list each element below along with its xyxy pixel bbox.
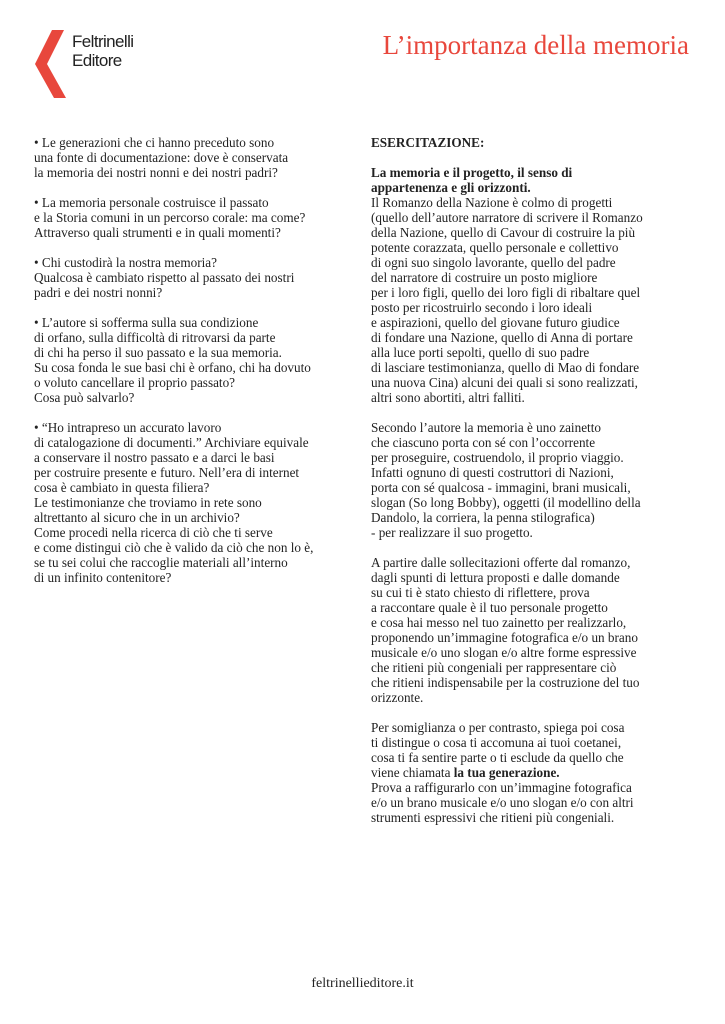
question-2 — [34, 195, 359, 240]
text-line: Qualcosa è cambiato rispetto al passato dei nostri — [34, 270, 295, 285]
exercise-column — [371, 135, 691, 840]
generation-emphasis: la tua generazione. — [453, 765, 560, 780]
text-line: strumenti espressivi che ritieni più congeniali. — [371, 810, 615, 825]
text-line: • Le generazioni che ci hanno preceduto sono — [34, 135, 275, 150]
text-line: Cosa può salvarlo? — [34, 390, 135, 405]
text-line: altrettanto al sicuro che in un archivio? — [34, 510, 240, 525]
text-line: e cosa hai messo nel tuo zainetto per realizzarlo, — [371, 615, 627, 630]
exercise-subheading: La memoria e il progetto, il senso di — [371, 165, 573, 180]
text-line: se tu sei colui che raccoglie materiali all’interno — [34, 555, 288, 570]
text-line: alla luce porti sepolti, quello di suo padre — [371, 345, 590, 360]
question-5 — [34, 420, 359, 585]
text-line: Come procedi nella ricerca di ciò che ti serve — [34, 525, 273, 540]
exercise-intro — [371, 165, 691, 405]
text-line: • “Ho intrapreso un accurato lavoro — [34, 420, 222, 435]
text-line: proponendo un’immagine fotografica e/o un brano — [371, 630, 638, 645]
exercise-subheading: appartenenza e gli orizzonti. — [371, 180, 531, 195]
text-line: di fondare una Nazione, quello di Anna di portare — [371, 330, 633, 345]
text-line: del narratore di costruire un posto migliore — [371, 270, 598, 285]
emphasis-prefix: viene chiamata — [371, 765, 454, 780]
exercise-paragraph-4 — [371, 720, 691, 825]
text-line: per costruire presente e futuro. Nell’era di internet — [34, 465, 300, 480]
publisher-logo — [34, 30, 174, 100]
text-line: porta con sé qualcosa - immagini, brani musicali, — [371, 480, 631, 495]
text-line: A partire dalle sollecitazioni offerte dal romanzo, — [371, 555, 631, 570]
text-line: per i loro figli, quello dei loro figli di ribaltare quel — [371, 285, 641, 300]
text-line: o voluto cancellare il proprio passato? — [34, 375, 236, 390]
text-line: dagli spunti di lettura proposti e dalle domande — [371, 570, 620, 585]
text-line: slogan (So long Bobby), oggetti (il modellino della — [371, 495, 641, 510]
text-line: Le testimonianze che troviamo in rete sono — [34, 495, 262, 510]
text-line: Su cosa fonda le sue basi chi è orfano, chi ha dovuto — [34, 360, 311, 375]
text-line: • L’autore si sofferma sulla sua condizione — [34, 315, 259, 330]
text-line: Dandolo, la corriera, la penna stilografica) — [371, 510, 595, 525]
text-line: di chi ha perso il suo passato e la sua memoria. — [34, 345, 282, 360]
text-line: (quello dell’autore narratore di scrivere il Romanzo — [371, 210, 643, 225]
text-line: e la Storia comuni in un percorso corale: ma come? — [34, 210, 306, 225]
text-line: e come distingui ciò che è valido da ciò che non lo è, — [34, 540, 314, 555]
text-line: di orfano, sulla difficoltà di ritrovarsi da parte — [34, 330, 276, 345]
text-line: che ciascuno porta con sé con l’occorrente — [371, 435, 596, 450]
text-line-with-emphasis — [371, 765, 691, 780]
exercise-heading-block — [371, 135, 691, 150]
text-line: di un infinito contenitore? — [34, 570, 172, 585]
feltrinelli-chevron-icon — [34, 30, 70, 98]
text-line: a conservare il nostro passato e a darci le basi — [34, 450, 275, 465]
question-1 — [34, 135, 359, 180]
text-line: di lasciare testimonianza, quello di Mao di fondare — [371, 360, 640, 375]
logo-line-2: Editore — [72, 51, 122, 70]
logo-line-1: Feltrinelli — [72, 32, 134, 51]
text-line: di ogni suo singolo lavorante, quello del padre — [371, 255, 616, 270]
text-line: posto per ricostruirlo secondo i loro ideali — [371, 300, 593, 315]
text-line: per proseguire, costruendolo, il proprio viaggio. — [371, 450, 624, 465]
exercise-paragraph-3 — [371, 555, 691, 705]
text-line: a raccontare quale è il tuo personale progetto — [371, 600, 608, 615]
text-line: di catalogazione di documenti.” Archiviare equivale — [34, 435, 309, 450]
text-line: altri sono abortiti, altri falliti. — [371, 390, 525, 405]
text-line: ti distingue o cosa ti accomuna ai tuoi coetanei, — [371, 735, 622, 750]
question-4 — [34, 315, 359, 405]
questions-column — [34, 135, 359, 600]
text-line: e/o un brano musicale e/o uno slogan e/o con altri — [371, 795, 634, 810]
exercise-paragraph-2 — [371, 420, 691, 540]
text-line: Infatti ognuno di questi costruttori di Nazioni, — [371, 465, 614, 480]
text-line: cosa è cambiato in questa filiera? — [34, 480, 210, 495]
text-line: che ritieni più congeniali per rappresentare ciò — [371, 660, 617, 675]
exercise-heading: ESERCITAZIONE: — [371, 135, 485, 150]
text-line: la memoria dei nostri nonni e dei nostri padri? — [34, 165, 278, 180]
text-line: Prova a raffigurarlo con un’immagine fotografica — [371, 780, 632, 795]
text-line: una fonte di documentazione: dove è conservata — [34, 150, 289, 165]
page-title: L’importanza della memoria — [382, 30, 689, 60]
text-line: della Nazione, quello di Cavour di costruire la più — [371, 225, 636, 240]
text-line: Per somiglianza o per contrasto, spiega poi cosa — [371, 720, 625, 735]
text-line: • Chi custodirà la nostra memoria? — [34, 255, 217, 270]
text-line: una nuova Cina) alcuni dei quali si sono realizzati, — [371, 375, 638, 390]
text-line: su cui ti è stato chiesto di riflettere, prova — [371, 585, 590, 600]
text-line: Il Romanzo della Nazione è colmo di progetti — [371, 195, 613, 210]
text-line: orizzonte. — [371, 690, 424, 705]
footer-website: feltrinellieditore.it — [311, 976, 414, 991]
text-line: Attraverso quali strumenti e in quali momenti? — [34, 225, 281, 240]
text-line: padri e dei nostri nonni? — [34, 285, 163, 300]
question-3 — [34, 255, 359, 300]
text-line: musicale e/o uno slogan e/o altre forme espressive — [371, 645, 637, 660]
text-line: e aspirazioni, quello del giovane futuro giudice — [371, 315, 620, 330]
text-line: che ritieni indispensabile per la costruzione del tuo — [371, 675, 640, 690]
text-line: • La memoria personale costruisce il passato — [34, 195, 269, 210]
text-line: potente corazzata, quello personale e collettivo — [371, 240, 619, 255]
text-line: - per realizzare il suo progetto. — [371, 525, 533, 540]
text-line: Secondo l’autore la memoria è uno zainetto — [371, 420, 601, 435]
text-line: cosa ti fa sentire parte o ti esclude da quello che — [371, 750, 624, 765]
logo-wordmark — [72, 32, 133, 70]
